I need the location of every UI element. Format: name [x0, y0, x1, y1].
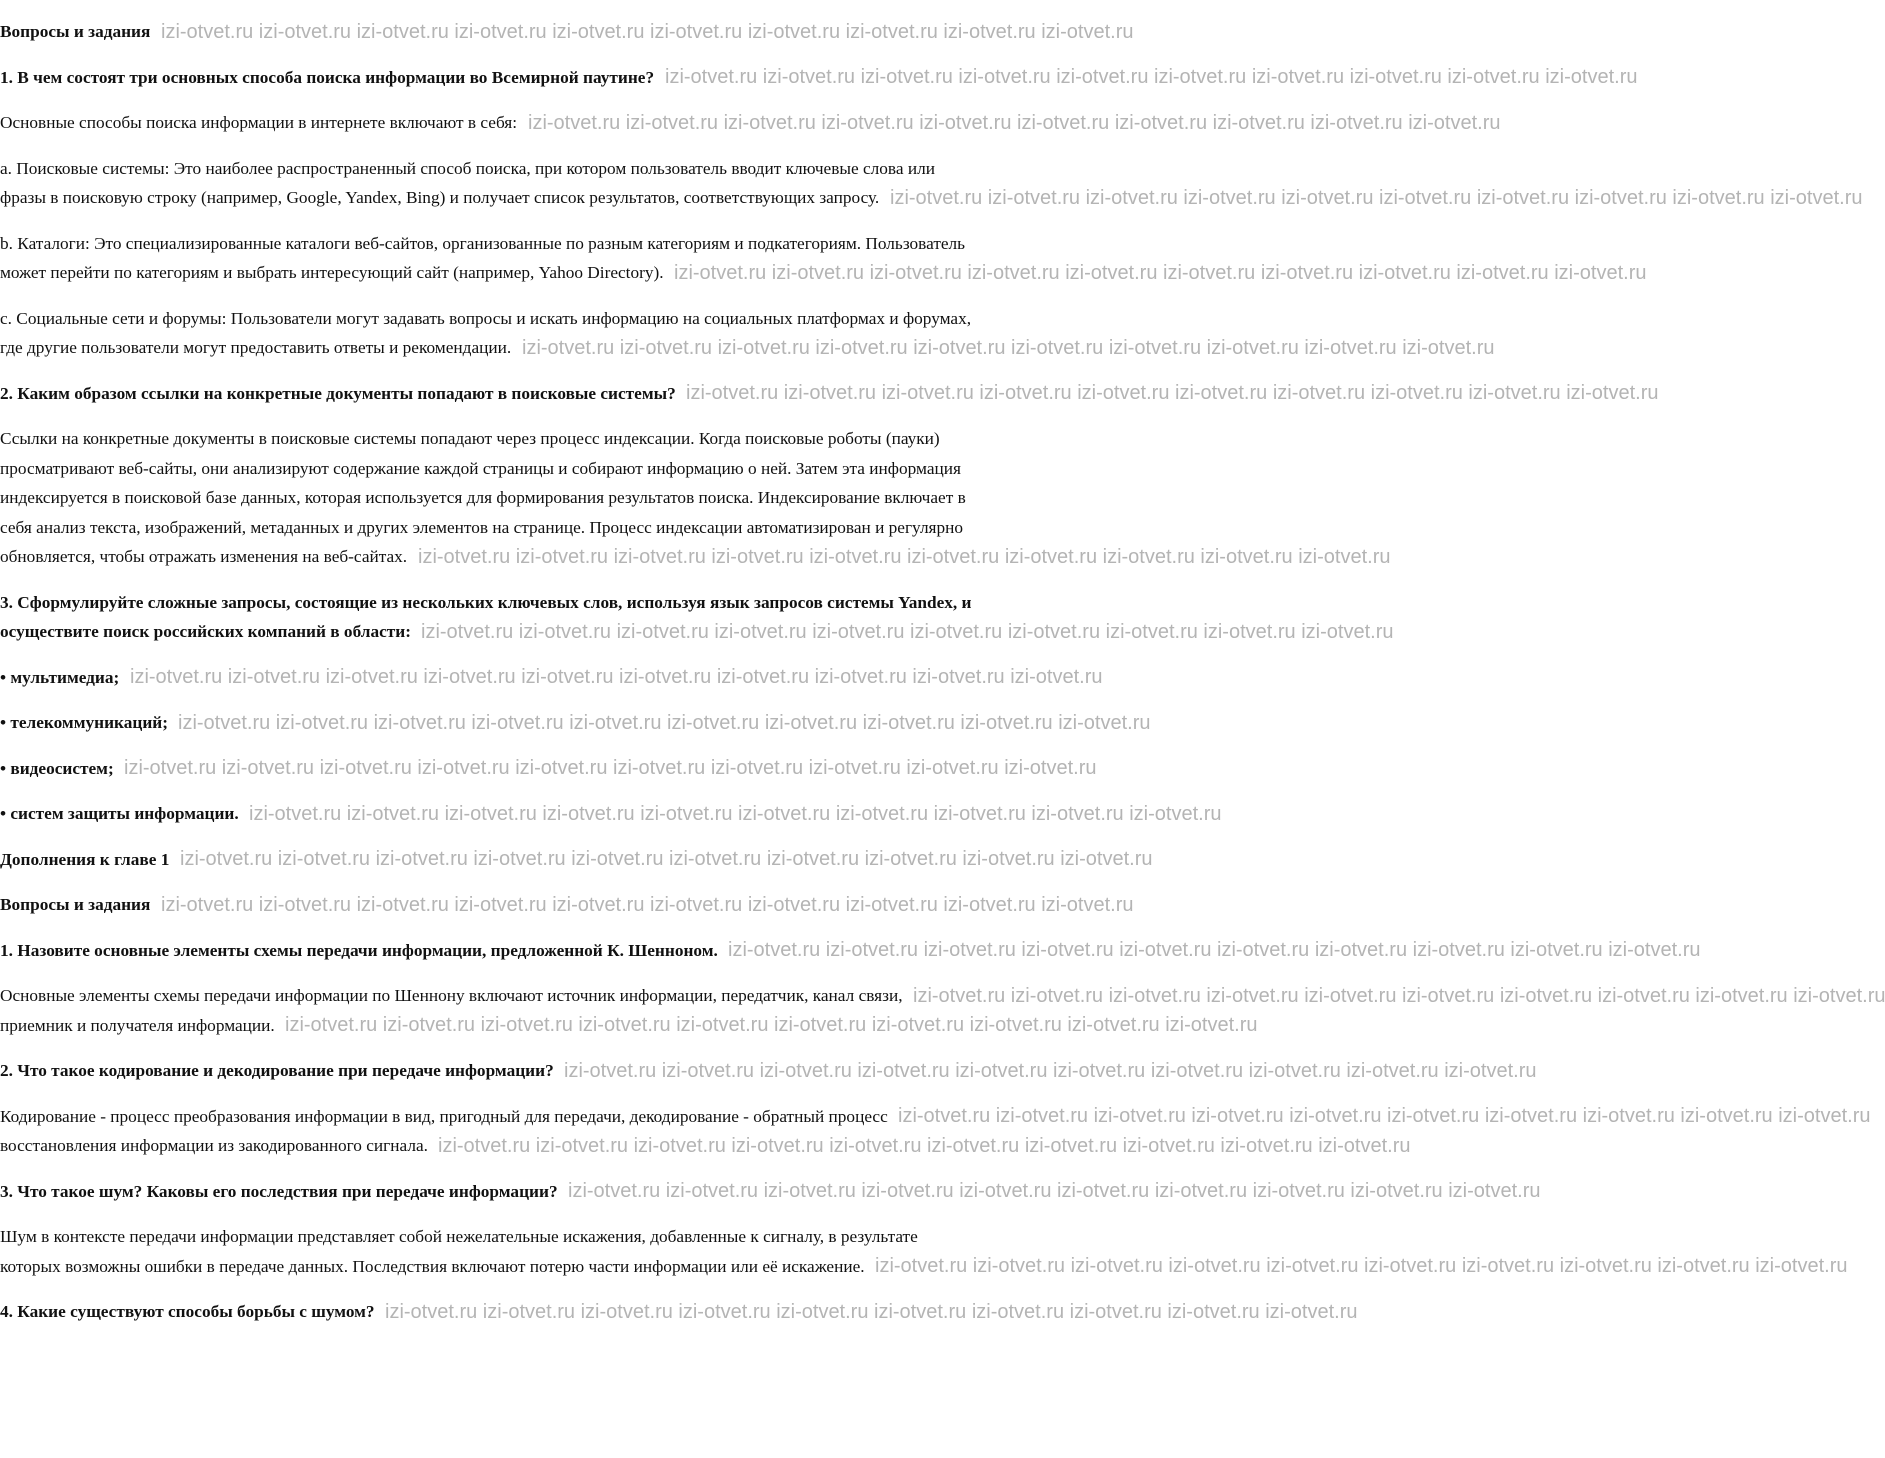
- watermark-text: izi-otvet.ru izi-otvet.ru izi-otvet.ru izi-otvet.ru izi-otvet.ru izi-otvet.ru izi-otvet.ru izi-otvet.ru izi-otvet.ru izi-otvet.ru: [522, 337, 1495, 359]
- heading: 1. Назовите основные элементы схемы передачи информации, предложенной К. Шенноном.: [0, 940, 718, 960]
- watermark-text: izi-otvet.ru izi-otvet.ru izi-otvet.ru izi-otvet.ru izi-otvet.ru izi-otvet.ru izi-otvet.ru izi-otvet.ru izi-otvet.ru izi-otvet.ru: [438, 1135, 1411, 1157]
- heading: • мультимедиа;: [0, 667, 120, 687]
- watermark-text: izi-otvet.ru izi-otvet.ru izi-otvet.ru izi-otvet.ru izi-otvet.ru izi-otvet.ru izi-otvet.ru izi-otvet.ru izi-otvet.ru izi-otvet.ru: [285, 1014, 1258, 1036]
- watermark-text: izi-otvet.ru izi-otvet.ru izi-otvet.ru izi-otvet.ru izi-otvet.ru izi-otvet.ru izi-otvet.ru izi-otvet.ru izi-otvet.ru izi-otvet.ru: [890, 187, 1863, 209]
- watermark-text: izi-otvet.ru izi-otvet.ru izi-otvet.ru izi-otvet.ru izi-otvet.ru izi-otvet.ru izi-otvet.ru izi-otvet.ru izi-otvet.ru izi-otvet.ru: [913, 985, 1885, 1007]
- heading: • телекоммуникаций;: [0, 713, 168, 732]
- watermark-text: izi-otvet.ru izi-otvet.ru izi-otvet.ru izi-otvet.ru izi-otvet.ru izi-otvet.ru izi-otvet.ru izi-otvet.ru izi-otvet.ru izi-otvet.ru: [178, 712, 1151, 734]
- watermark-text: izi-otvet.ru izi-otvet.ru izi-otvet.ru izi-otvet.ru izi-otvet.ru izi-otvet.ru izi-otvet.ru izi-otvet.ru izi-otvet.ru izi-otvet.ru: [385, 1301, 1358, 1323]
- heading: Вопросы и задания: [0, 22, 151, 41]
- watermark-text: izi-otvet.ru izi-otvet.ru izi-otvet.ru izi-otvet.ru izi-otvet.ru izi-otvet.ru izi-otvet.ru izi-otvet.ru izi-otvet.ru izi-otvet.ru: [161, 894, 1134, 916]
- watermark-text: izi-otvet.ru izi-otvet.ru izi-otvet.ru izi-otvet.ru izi-otvet.ru izi-otvet.ru izi-otvet.ru izi-otvet.ru izi-otvet.ru izi-otvet.ru: [418, 546, 1391, 568]
- paragraph: Основные элементы схемы передачи информации по Шеннону включают источник информации, передатчик, канал связи, приемник и получателя информации.: [0, 986, 903, 1035]
- heading: • видеосистем;: [0, 758, 114, 778]
- heading: 1. В чем состоят три основных способа поиска информации во Всемирной паутине?: [0, 67, 655, 87]
- watermark-text: izi-otvet.ru izi-otvet.ru izi-otvet.ru izi-otvet.ru izi-otvet.ru izi-otvet.ru izi-otvet.ru izi-otvet.ru izi-otvet.ru izi-otvet.ru: [249, 803, 1222, 825]
- paragraph: c. Социальные сети и форумы: Пользователи могут задавать вопросы и искать информацию на социальных платформах и форумах, где другие пользователи могут предоставить ответы и рекомендации.: [0, 308, 972, 357]
- watermark-text: izi-otvet.ru izi-otvet.ru izi-otvet.ru izi-otvet.ru izi-otvet.ru izi-otvet.ru izi-otvet.ru izi-otvet.ru izi-otvet.ru izi-otvet.ru: [124, 757, 1097, 779]
- watermark-text: izi-otvet.ru izi-otvet.ru izi-otvet.ru izi-otvet.ru izi-otvet.ru izi-otvet.ru izi-otvet.ru izi-otvet.ru izi-otvet.ru izi-otvet.ru: [564, 1060, 1537, 1082]
- watermark-text: izi-otvet.ru izi-otvet.ru izi-otvet.ru izi-otvet.ru izi-otvet.ru izi-otvet.ru izi-otvet.ru izi-otvet.ru izi-otvet.ru izi-otvet.ru: [686, 382, 1659, 404]
- watermark-text: izi-otvet.ru izi-otvet.ru izi-otvet.ru izi-otvet.ru izi-otvet.ru izi-otvet.ru izi-otvet.ru izi-otvet.ru izi-otvet.ru izi-otvet.ru: [421, 621, 1394, 643]
- watermark-text: izi-otvet.ru izi-otvet.ru izi-otvet.ru izi-otvet.ru izi-otvet.ru izi-otvet.ru izi-otvet.ru izi-otvet.ru izi-otvet.ru izi-otvet.ru: [875, 1255, 1848, 1277]
- paragraph: Основные способы поиска информации в интернете включают в себя:: [0, 113, 518, 132]
- paragraph: Ссылки на конкретные документы в поисковые системы попадают через процесс индексации. Когда поисковые роботы (пауки) просматривают веб-сайты, они анализируют содержание каждой страницы и собирают информацию о ней. Затем эта информация индексируется в поисковой базе данных, которая используется для формирования результатов поиска. Индексирование включает в себя анализ текста, изображений, метаданных и других элементов на странице. Процесс индексации автоматизирован и регулярно обновляется, чтобы отражать изменения на веб-сайтах.: [0, 429, 966, 566]
- heading: 4. Какие существуют способы борьбы с шумом?: [0, 1302, 375, 1321]
- watermark-text: izi-otvet.ru izi-otvet.ru izi-otvet.ru izi-otvet.ru izi-otvet.ru izi-otvet.ru izi-otvet.ru izi-otvet.ru izi-otvet.ru izi-otvet.ru: [161, 21, 1134, 43]
- heading: 3. Сформулируйте сложные запросы, состоящие из нескольких ключевых слов, используя язык запросов системы Yandex, и осуществите поиск российских компаний в области:: [0, 592, 972, 641]
- paragraph: Шум в контексте передачи информации представляет собой нежелательные искажения, добавленные к сигналу, в результате которых возможны ошибки в передаче данных. Последствия включают потерю части информации или её искажение.: [0, 1227, 918, 1276]
- heading: 2. Что такое кодирование и декодирование при передаче информации?: [0, 1061, 554, 1080]
- watermark-text: izi-otvet.ru izi-otvet.ru izi-otvet.ru izi-otvet.ru izi-otvet.ru izi-otvet.ru izi-otvet.ru izi-otvet.ru izi-otvet.ru izi-otvet.ru: [728, 939, 1701, 961]
- heading: Дополнения к главе 1: [0, 849, 170, 869]
- watermark-text: izi-otvet.ru izi-otvet.ru izi-otvet.ru izi-otvet.ru izi-otvet.ru izi-otvet.ru izi-otvet.ru izi-otvet.ru izi-otvet.ru izi-otvet.ru: [180, 848, 1153, 870]
- watermark-text: izi-otvet.ru izi-otvet.ru izi-otvet.ru izi-otvet.ru izi-otvet.ru izi-otvet.ru izi-otvet.ru izi-otvet.ru izi-otvet.ru izi-otvet.ru: [130, 666, 1103, 688]
- heading: Вопросы и задания: [0, 895, 151, 914]
- paragraph: a. Поисковые системы: Это наиболее распространенный способ поиска, при котором пользователь вводит ключевые слова или фразы в поисковую строку (например, Google, Yandex, Bing) и получает список результатов, соответствующих запросу.: [0, 158, 935, 207]
- heading: • систем защиты информации.: [0, 804, 239, 823]
- document-body: [0, 0, 972, 1327]
- watermark-text: izi-otvet.ru izi-otvet.ru izi-otvet.ru izi-otvet.ru izi-otvet.ru izi-otvet.ru izi-otvet.ru izi-otvet.ru izi-otvet.ru izi-otvet.ru: [568, 1180, 1541, 1202]
- watermark-text: izi-otvet.ru izi-otvet.ru izi-otvet.ru izi-otvet.ru izi-otvet.ru izi-otvet.ru izi-otvet.ru izi-otvet.ru izi-otvet.ru izi-otvet.ru: [528, 112, 1501, 134]
- watermark-text: izi-otvet.ru izi-otvet.ru izi-otvet.ru izi-otvet.ru izi-otvet.ru izi-otvet.ru izi-otvet.ru izi-otvet.ru izi-otvet.ru izi-otvet.ru: [674, 262, 1647, 284]
- heading: 2. Каким образом ссылки на конкретные документы попадают в поисковые системы?: [0, 383, 676, 403]
- paragraph: Кодирование - процесс преобразования информации в вид, пригодный для передачи, декодирование - обратный процесс восстановления информации из закодированного сигнала.: [0, 1106, 888, 1155]
- heading: 3. Что такое шум? Каковы его последствия при передаче информации?: [0, 1181, 558, 1201]
- watermark-text: izi-otvet.ru izi-otvet.ru izi-otvet.ru izi-otvet.ru izi-otvet.ru izi-otvet.ru izi-otvet.ru izi-otvet.ru izi-otvet.ru izi-otvet.ru: [665, 66, 1638, 88]
- paragraph: b. Каталоги: Это специализированные каталоги веб-сайтов, организованные по разным категориям и подкатегориям. Пользователь может перейти по категориям и выбрать интересующий сайт (например, Yahoo Directory).: [0, 233, 966, 282]
- watermark-text: izi-otvet.ru izi-otvet.ru izi-otvet.ru izi-otvet.ru izi-otvet.ru izi-otvet.ru izi-otvet.ru izi-otvet.ru izi-otvet.ru izi-otvet.ru: [898, 1105, 1871, 1127]
